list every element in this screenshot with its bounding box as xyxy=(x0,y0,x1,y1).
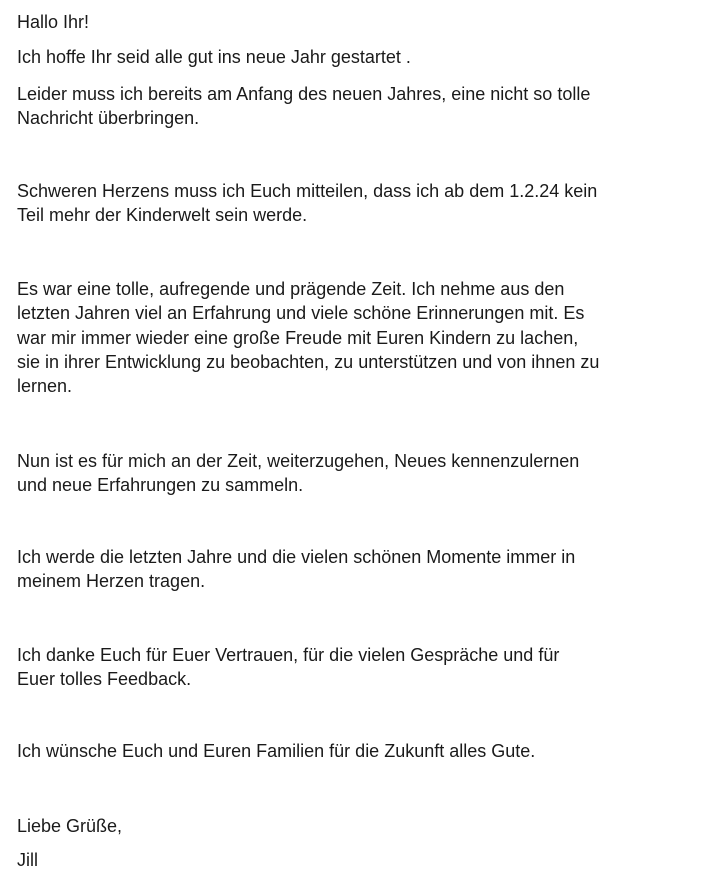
greeting: Hallo Ihr! xyxy=(17,12,90,32)
text-line: Ich wünsche Euch und Euren Familien für die Zukunft alles Gute. xyxy=(17,741,536,761)
text-line: Teil mehr der Kinderwelt sein werde. xyxy=(17,205,308,226)
paragraph-thanks xyxy=(17,643,559,692)
text-line: Es war eine tolle, aufregende und prägende Zeit. Ich nehme aus den xyxy=(17,279,565,299)
paragraph-departure xyxy=(17,179,597,228)
text-line: war mir immer wieder eine große Freude mit Euren Kindern zu lachen, xyxy=(17,327,579,348)
text-line: Ich werde die letzten Jahre und die vielen schönen Momente immer in xyxy=(17,547,576,567)
paragraph-reflection xyxy=(17,277,599,398)
text-line: Euer tolles Feedback. xyxy=(17,669,192,690)
text-line: Leider muss ich bereits am Anfang des neuen Jahres, eine nicht so tolle xyxy=(17,84,591,104)
text-line: Ich danke Euch für Euer Vertrauen, für die vielen Gespräche und für xyxy=(17,645,560,665)
text-line: Schweren Herzens muss ich Euch mitteilen, dass ich ab dem 1.2.24 kein xyxy=(17,181,598,201)
intro-line: Ich hoffe Ihr seid alle gut ins neue Jahr gestartet . xyxy=(17,47,411,67)
text-line: Nachricht überbringen. xyxy=(17,108,200,129)
paragraph-moving-on xyxy=(17,449,579,498)
closing: Liebe Grüße, xyxy=(17,816,123,836)
paragraph-memories xyxy=(17,545,575,594)
text-line: letzten Jahren viel an Erfahrung und viele schöne Erinnerungen mit. Es xyxy=(17,303,585,324)
paragraph-announcement-lead xyxy=(17,82,590,131)
text-line: Nun ist es für mich an der Zeit, weiterzugehen, Neues kennenzulernen xyxy=(17,451,580,471)
text-line: meinem Herzen tragen. xyxy=(17,571,206,592)
signature: Jill xyxy=(17,850,38,870)
text-line: sie in ihrer Entwicklung zu beobachten, zu unterstützen und von ihnen zu xyxy=(17,351,600,372)
text-line: und neue Erfahrungen zu sammeln. xyxy=(17,475,304,496)
paragraph-wishes xyxy=(17,739,535,763)
text-line: lernen. xyxy=(17,376,73,397)
